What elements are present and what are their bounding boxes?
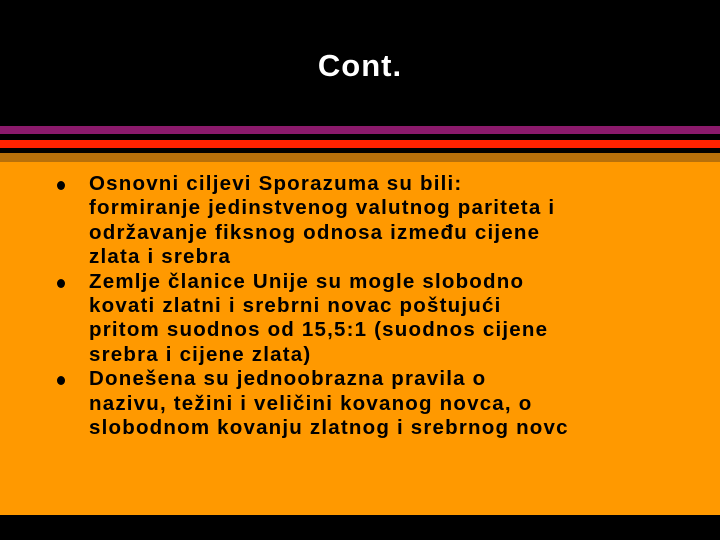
- bullet-line: nazivu, težini i veličini kovanog novca, o: [89, 391, 533, 415]
- bullet-dot-icon: [57, 181, 65, 190]
- bullet-list: [0, 172, 720, 441]
- bullet-item: [0, 172, 720, 269]
- bullet-line: Zemlje članice Unije su mogle slobodno: [89, 269, 525, 293]
- stripe-brown: [0, 153, 720, 162]
- bullet-line: Donešena su jednoobrazna pravila o: [89, 367, 487, 391]
- bullet-dot-icon: [57, 376, 65, 385]
- bullet-line: formiranje jedinstvenog valutnog pariteta i: [89, 196, 556, 220]
- decorative-stripes: [0, 126, 720, 162]
- stripe-purple: [0, 126, 720, 134]
- slide-title: Cont.: [317, 48, 403, 83]
- bullet-item: [0, 367, 720, 440]
- stripe-red: [0, 140, 720, 148]
- bullet-line: srebra i cijene zlata): [89, 342, 312, 366]
- bullet-dot-icon: [57, 279, 65, 288]
- bullet-line: pritom suodnos od 15,5:1 (suodnos cijene: [89, 318, 549, 342]
- bullet-line: kovati zlatni i srebrni novac poštujući: [89, 293, 502, 317]
- bottom-bar: [0, 515, 720, 540]
- bullet-line: zlata i srebra: [89, 244, 232, 268]
- bullet-item: [0, 270, 720, 367]
- bullet-line: održavanje fiksnog odnosa između cijene: [89, 220, 541, 244]
- bullet-line: slobodnom kovanju zlatnog i srebrnog novc: [89, 415, 569, 439]
- content-panel: [0, 162, 720, 515]
- bullet-line: Osnovni ciljevi Sporazuma su bili:: [89, 172, 463, 195]
